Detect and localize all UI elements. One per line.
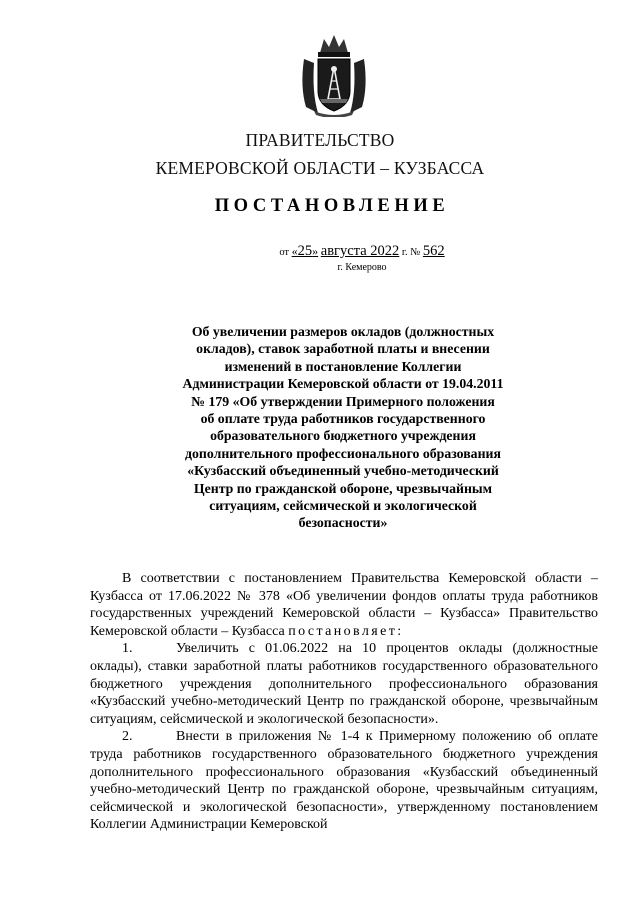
document-type-title: ПОСТАНОВЛЕНИЕ <box>214 196 450 216</box>
government-name-line1: ПРАВИТЕЛЬСТВО <box>245 130 395 150</box>
date-month-year: августа 2022 <box>320 243 400 259</box>
coat-of-arms-emblem <box>298 33 370 117</box>
preamble-text: В соответствии с постановлением Правительства Кемеровской области – Кузбасса от 17.06.2022 № 378 «Об увеличении фондов оплаты труда работников государственных учреждений Кемеровской области – Кузбасса» Правительство Кемеровской области – Кузбасса <box>90 571 598 639</box>
subject-line: Центр по гражданской обороне, чрезвычайным <box>193 480 493 496</box>
subject-line: № 179 «Об утверждении Примерного положения <box>191 393 495 409</box>
subject-line: изменений в постановление Коллегии <box>224 358 462 374</box>
subject-line: образовательного бюджетного учреждения <box>210 428 476 444</box>
subject-line: ситуациям, сейсмической и экологической <box>209 498 477 514</box>
city-name: г. Кемерово <box>337 262 387 273</box>
quote-close: » <box>312 244 319 258</box>
date-day: 25 <box>297 243 313 259</box>
item-2-number: 2. <box>122 729 133 745</box>
preamble-paragraph <box>90 570 598 640</box>
item-1-text: Увеличить с 01.06.2022 на 10 процентов оклады (должностные оклады), ставки заработной платы работников государственного образовательного бюджетного учреждения дополнительного профессионального образования «Кузбасский учебно-методический Центр по гражданской обороне, чрезвычайным ситуациям, сейсмической и экологической безопасности». <box>90 641 598 727</box>
subject-line: Администрации Кемеровской области от 19.04.2011 <box>182 376 504 392</box>
year-suffix: г. <box>401 247 408 258</box>
subject-line: «Кузбасский объединенный учебно-методический <box>187 463 499 479</box>
subject-line: окладов), ставок заработной платы и внесении <box>196 341 490 357</box>
document-number: 562 <box>422 243 445 259</box>
subject-line: безопасности» <box>298 515 388 531</box>
item-1-number: 1. <box>122 641 133 657</box>
document-body <box>90 570 598 834</box>
resolves-word: постановляет: <box>288 623 404 639</box>
item-1-paragraph <box>90 640 598 728</box>
quote-open: « <box>291 244 298 258</box>
subject-line: дополнительного профессионального образования <box>185 445 501 461</box>
item-2-paragraph <box>90 728 598 834</box>
government-name-line2: КЕМЕРОВСКОЙ ОБЛАСТИ – КУЗБАССА <box>155 158 485 178</box>
subject-line: об оплате труда работников государственного <box>200 411 486 427</box>
item-2-text: Внести в приложения № 1-4 к Примерному положению об оплате труда работников государственного образовательного бюджетного учреждения дополнительного профессионального образования «Кузбасский объединенный учебно-методический Центр по гражданской обороне, чрезвычайным ситуациям, сейсмической и экологической безопасности», утвержденному постановлением Коллегии Администрации Кемеровской <box>90 729 598 833</box>
number-sign: № <box>410 247 421 258</box>
document-subject <box>168 323 518 532</box>
date-prefix: от <box>279 247 290 258</box>
date-line <box>0 243 640 260</box>
subject-line: Об увеличении размеров окладов (должностных <box>191 324 495 339</box>
